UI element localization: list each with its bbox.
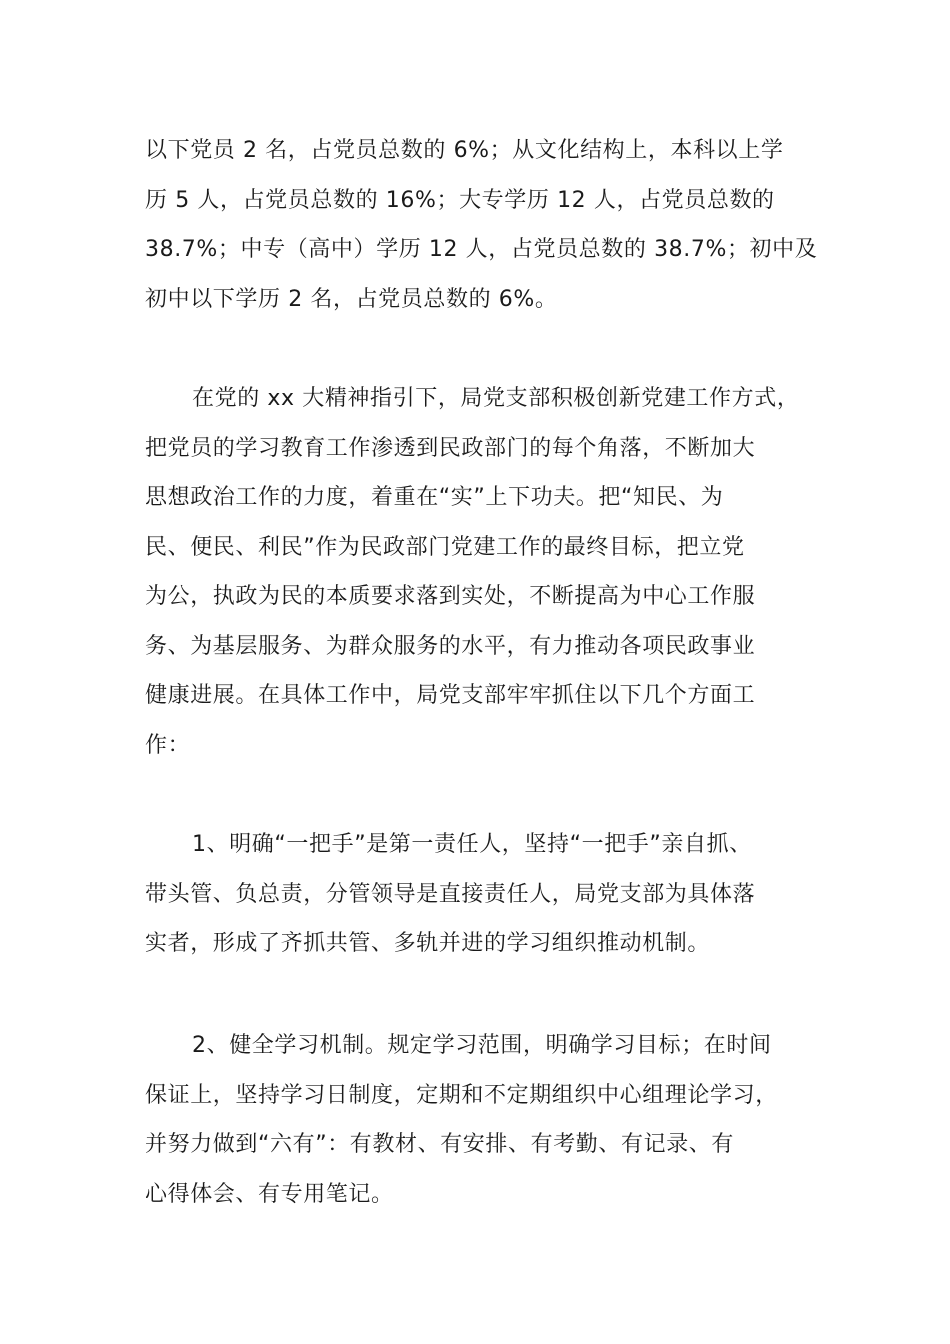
text-line: 务、为基层服务、为群众服务的水平，有力推动各项民政事业: [145, 633, 756, 659]
text-line: 实者，形成了齐抓共管、多轨并进的学习组织推动机制。: [145, 931, 711, 956]
text-line: 思想政治工作的力度，着重在“实”上下功夫。把“知民、为: [145, 485, 724, 510]
text-line: 2、健全学习机制。规定学习范围，明确学习目标；在时间: [192, 1033, 772, 1058]
paragraph-statistics: [145, 126, 818, 324]
paragraph-item-1: [145, 820, 810, 969]
text-line: 健康进展。在具体工作中，局党支部牢牢抓住以下几个方面工: [145, 683, 756, 708]
text-line: 初中以下学历 2 名，占党员总数的 6%。: [145, 286, 558, 312]
text-line: 在党的 xx 大精神指引下，局党支部积极创新党建工作方式，: [192, 386, 800, 411]
paragraph-item-2: [145, 1021, 810, 1219]
text-line: 并努力做到“六有”：有教材、有安排、有考勤、有记录、有: [145, 1132, 734, 1157]
text-line: 保证上，坚持学习日制度，定期和不定期组织中心组理论学习，: [145, 1082, 778, 1108]
text-line: 作：: [145, 732, 191, 758]
text-line: 带头管、负总责，分管领导是直接责任人，局党支部为具体落: [145, 881, 756, 907]
text-line: 历 5 人，占党员总数的 16%；大专学历 12 人，占党员总数的: [145, 187, 775, 213]
text-line: 38.7%；中专（高中）学历 12 人，占党员总数的 38.7%；初中及: [145, 237, 818, 262]
text-line: 1、明确“一把手”是第一责任人，坚持“一把手”亲自抓、: [192, 832, 752, 857]
text-line: 民、便民、利民”作为民政部门党建工作的最终目标，把立党: [145, 534, 745, 560]
text-line: 心得体会、有专用笔记。: [145, 1181, 394, 1207]
text-line: 以下党员 2 名，占党员总数的 6%；从文化结构上，本科以上学: [145, 138, 784, 163]
text-line: 把党员的学习教育工作渗透到民政部门的每个角落，不断加大: [145, 435, 756, 461]
paragraph-party-building: [145, 374, 810, 770]
text-line: 为公，执政为民的本质要求落到实处，不断提高为中心工作服: [145, 584, 756, 609]
